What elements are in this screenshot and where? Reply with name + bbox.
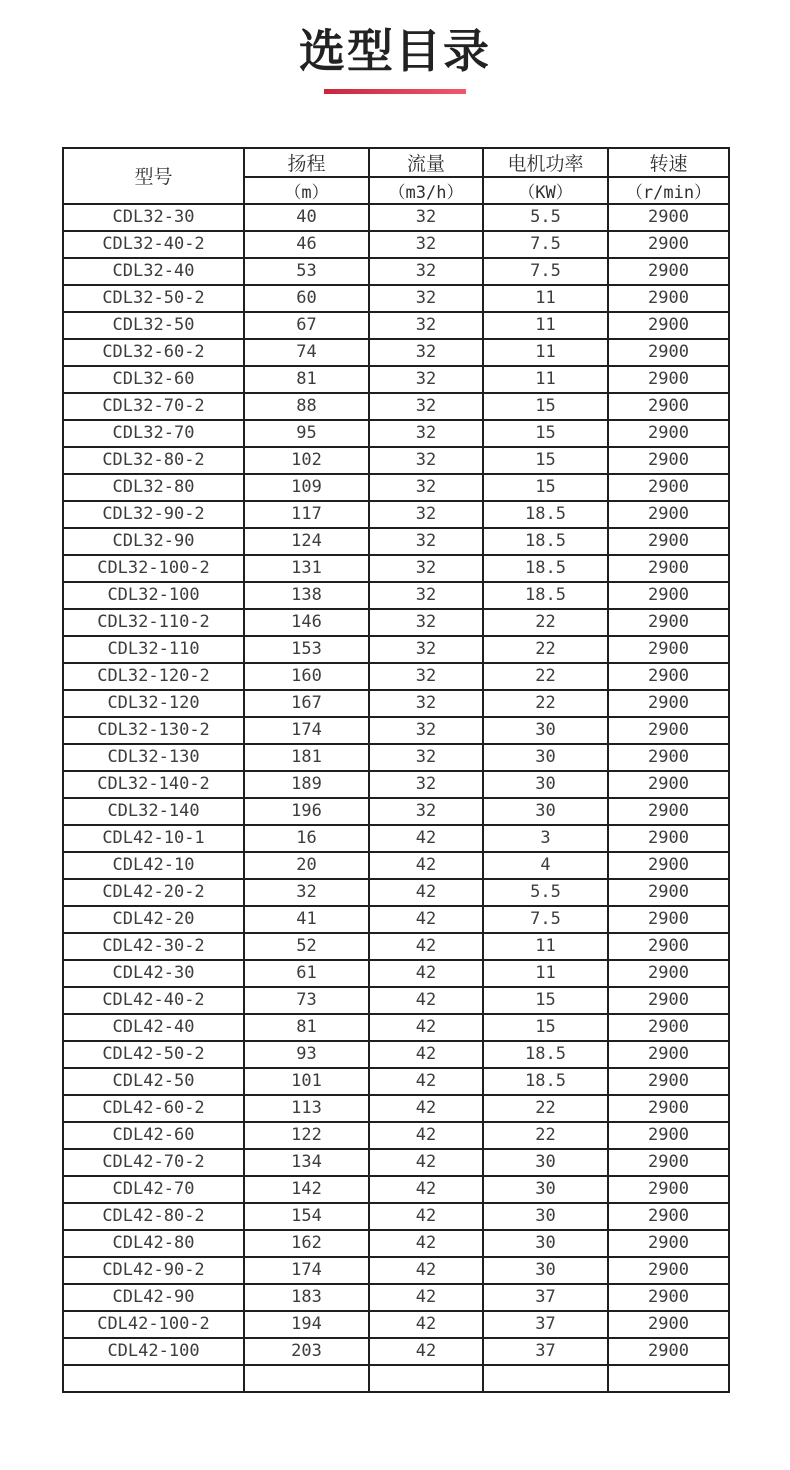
flow-cell: 42 xyxy=(369,906,483,933)
flow-cell: 42 xyxy=(369,879,483,906)
head-cell: 74 xyxy=(244,339,369,366)
power-cell: 11 xyxy=(483,933,608,960)
table-row xyxy=(63,447,729,474)
speed-cell: 2900 xyxy=(608,447,729,474)
table-row xyxy=(63,1257,729,1284)
table-row xyxy=(63,1068,729,1095)
power-cell: 18.5 xyxy=(483,1041,608,1068)
table-row xyxy=(63,960,729,987)
table-row xyxy=(63,798,729,825)
power-cell: 11 xyxy=(483,285,608,312)
model-cell: CDL32-60 xyxy=(63,366,244,393)
column-unit-head: （m） xyxy=(244,177,369,204)
head-cell: 46 xyxy=(244,231,369,258)
power-cell: 30 xyxy=(483,1257,608,1284)
head-cell: 113 xyxy=(244,1095,369,1122)
head-cell: 73 xyxy=(244,987,369,1014)
head-cell: 142 xyxy=(244,1176,369,1203)
flow-cell: 42 xyxy=(369,987,483,1014)
model-cell: CDL42-30 xyxy=(63,960,244,987)
table-row xyxy=(63,393,729,420)
speed-cell: 2900 xyxy=(608,528,729,555)
speed-cell xyxy=(608,1365,729,1392)
head-cell: 93 xyxy=(244,1041,369,1068)
power-cell: 30 xyxy=(483,744,608,771)
speed-cell: 2900 xyxy=(608,312,729,339)
model-cell: CDL42-100 xyxy=(63,1338,244,1365)
speed-cell: 2900 xyxy=(608,690,729,717)
head-cell: 117 xyxy=(244,501,369,528)
table-row xyxy=(63,1095,729,1122)
model-cell: CDL32-40-2 xyxy=(63,231,244,258)
flow-cell: 32 xyxy=(369,528,483,555)
head-cell: 88 xyxy=(244,393,369,420)
model-cell: CDL42-20-2 xyxy=(63,879,244,906)
speed-cell: 2900 xyxy=(608,1176,729,1203)
table-row xyxy=(63,501,729,528)
model-cell: CDL42-70 xyxy=(63,1176,244,1203)
flow-cell: 32 xyxy=(369,501,483,528)
model-cell: CDL32-130-2 xyxy=(63,717,244,744)
power-cell: 15 xyxy=(483,1014,608,1041)
model-cell: CDL42-50 xyxy=(63,1068,244,1095)
column-header-model: 型号 xyxy=(63,148,244,204)
speed-cell: 2900 xyxy=(608,1122,729,1149)
head-cell: 95 xyxy=(244,420,369,447)
head-cell: 41 xyxy=(244,906,369,933)
column-header-flow: 流量 xyxy=(369,148,483,177)
power-cell: 37 xyxy=(483,1338,608,1365)
speed-cell: 2900 xyxy=(608,1230,729,1257)
speed-cell: 2900 xyxy=(608,258,729,285)
table-row xyxy=(63,1311,729,1338)
model-cell: CDL32-140-2 xyxy=(63,771,244,798)
speed-cell: 2900 xyxy=(608,852,729,879)
flow-cell: 32 xyxy=(369,663,483,690)
power-cell: 22 xyxy=(483,1122,608,1149)
model-cell: CDL42-70-2 xyxy=(63,1149,244,1176)
table-row xyxy=(63,636,729,663)
table-row xyxy=(63,1338,729,1365)
power-cell: 11 xyxy=(483,339,608,366)
power-cell: 18.5 xyxy=(483,501,608,528)
table-row xyxy=(63,1365,729,1392)
speed-cell: 2900 xyxy=(608,933,729,960)
column-header-power: 电机功率 xyxy=(483,148,608,177)
power-cell: 22 xyxy=(483,663,608,690)
power-cell: 30 xyxy=(483,1230,608,1257)
flow-cell: 42 xyxy=(369,1230,483,1257)
flow-cell: 32 xyxy=(369,204,483,231)
power-cell: 11 xyxy=(483,366,608,393)
flow-cell: 42 xyxy=(369,933,483,960)
table-row xyxy=(63,906,729,933)
flow-cell: 32 xyxy=(369,231,483,258)
model-cell: CDL42-100-2 xyxy=(63,1311,244,1338)
flow-cell: 32 xyxy=(369,582,483,609)
power-cell: 15 xyxy=(483,987,608,1014)
flow-cell xyxy=(369,1365,483,1392)
power-cell: 37 xyxy=(483,1311,608,1338)
power-cell: 11 xyxy=(483,312,608,339)
power-cell: 18.5 xyxy=(483,555,608,582)
model-cell xyxy=(63,1365,244,1392)
head-cell: 203 xyxy=(244,1338,369,1365)
model-cell: CDL32-110-2 xyxy=(63,609,244,636)
header-label-row xyxy=(63,148,729,177)
speed-cell: 2900 xyxy=(608,231,729,258)
flow-cell: 42 xyxy=(369,1284,483,1311)
speed-cell: 2900 xyxy=(608,663,729,690)
table-row xyxy=(63,339,729,366)
speed-cell: 2900 xyxy=(608,339,729,366)
head-cell: 181 xyxy=(244,744,369,771)
model-cell: CDL42-40 xyxy=(63,1014,244,1041)
model-cell: CDL42-80 xyxy=(63,1230,244,1257)
table-row xyxy=(63,555,729,582)
head-cell: 167 xyxy=(244,690,369,717)
speed-cell: 2900 xyxy=(608,879,729,906)
table-body xyxy=(63,204,729,1392)
table-row xyxy=(63,879,729,906)
power-cell: 4 xyxy=(483,852,608,879)
speed-cell: 2900 xyxy=(608,1338,729,1365)
flow-cell: 32 xyxy=(369,798,483,825)
flow-cell: 42 xyxy=(369,1149,483,1176)
table-header xyxy=(63,148,729,204)
column-header-head: 扬程 xyxy=(244,148,369,177)
head-cell: 131 xyxy=(244,555,369,582)
head-cell: 153 xyxy=(244,636,369,663)
speed-cell: 2900 xyxy=(608,1257,729,1284)
flow-cell: 32 xyxy=(369,339,483,366)
table-row xyxy=(63,1122,729,1149)
table-row xyxy=(63,231,729,258)
head-cell: 138 xyxy=(244,582,369,609)
flow-cell: 42 xyxy=(369,1014,483,1041)
speed-cell: 2900 xyxy=(608,906,729,933)
flow-cell: 32 xyxy=(369,393,483,420)
head-cell: 183 xyxy=(244,1284,369,1311)
table-row xyxy=(63,204,729,231)
speed-cell: 2900 xyxy=(608,771,729,798)
power-cell: 30 xyxy=(483,1176,608,1203)
model-cell: CDL42-10 xyxy=(63,852,244,879)
model-cell: CDL32-130 xyxy=(63,744,244,771)
model-cell: CDL32-90 xyxy=(63,528,244,555)
head-cell: 124 xyxy=(244,528,369,555)
flow-cell: 32 xyxy=(369,420,483,447)
flow-cell: 42 xyxy=(369,825,483,852)
head-cell: 109 xyxy=(244,474,369,501)
head-cell: 60 xyxy=(244,285,369,312)
speed-cell: 2900 xyxy=(608,204,729,231)
speed-cell: 2900 xyxy=(608,1095,729,1122)
speed-cell: 2900 xyxy=(608,582,729,609)
model-cell: CDL42-20 xyxy=(63,906,244,933)
head-cell: 102 xyxy=(244,447,369,474)
table-row xyxy=(63,366,729,393)
table-row xyxy=(63,420,729,447)
table-row xyxy=(63,744,729,771)
model-cell: CDL42-40-2 xyxy=(63,987,244,1014)
speed-cell: 2900 xyxy=(608,717,729,744)
table-row xyxy=(63,933,729,960)
power-cell: 22 xyxy=(483,609,608,636)
power-cell: 18.5 xyxy=(483,582,608,609)
head-cell: 81 xyxy=(244,1014,369,1041)
speed-cell: 2900 xyxy=(608,474,729,501)
table-row xyxy=(63,474,729,501)
flow-cell: 32 xyxy=(369,717,483,744)
power-cell: 30 xyxy=(483,717,608,744)
power-cell: 15 xyxy=(483,393,608,420)
flow-cell: 42 xyxy=(369,960,483,987)
flow-cell: 42 xyxy=(369,852,483,879)
head-cell: 189 xyxy=(244,771,369,798)
head-cell: 194 xyxy=(244,1311,369,1338)
power-cell: 3 xyxy=(483,825,608,852)
power-cell: 7.5 xyxy=(483,258,608,285)
power-cell: 7.5 xyxy=(483,906,608,933)
table-row xyxy=(63,1203,729,1230)
head-cell: 154 xyxy=(244,1203,369,1230)
flow-cell: 42 xyxy=(369,1257,483,1284)
model-cell: CDL32-50 xyxy=(63,312,244,339)
head-cell: 146 xyxy=(244,609,369,636)
flow-cell: 32 xyxy=(369,771,483,798)
page-title: 选型目录 xyxy=(299,24,491,78)
table-row xyxy=(63,663,729,690)
flow-cell: 32 xyxy=(369,636,483,663)
flow-cell: 32 xyxy=(369,285,483,312)
title-underline xyxy=(324,89,466,94)
flow-cell: 42 xyxy=(369,1095,483,1122)
column-unit-speed: （r/min） xyxy=(608,177,729,204)
speed-cell: 2900 xyxy=(608,555,729,582)
power-cell: 15 xyxy=(483,474,608,501)
speed-cell: 2900 xyxy=(608,744,729,771)
flow-cell: 42 xyxy=(369,1041,483,1068)
flow-cell: 32 xyxy=(369,744,483,771)
head-cell: 162 xyxy=(244,1230,369,1257)
head-cell: 67 xyxy=(244,312,369,339)
model-cell: CDL42-30-2 xyxy=(63,933,244,960)
speed-cell: 2900 xyxy=(608,501,729,528)
flow-cell: 42 xyxy=(369,1203,483,1230)
power-cell: 15 xyxy=(483,447,608,474)
table-row xyxy=(63,771,729,798)
flow-cell: 32 xyxy=(369,609,483,636)
flow-cell: 42 xyxy=(369,1311,483,1338)
flow-cell: 42 xyxy=(369,1176,483,1203)
power-cell: 22 xyxy=(483,690,608,717)
table-row xyxy=(63,1284,729,1311)
model-cell: CDL32-90-2 xyxy=(63,501,244,528)
power-cell: 30 xyxy=(483,798,608,825)
model-cell: CDL32-30 xyxy=(63,204,244,231)
model-cell: CDL32-100-2 xyxy=(63,555,244,582)
power-cell: 7.5 xyxy=(483,231,608,258)
head-cell: 32 xyxy=(244,879,369,906)
power-cell: 22 xyxy=(483,636,608,663)
flow-cell: 42 xyxy=(369,1068,483,1095)
head-cell xyxy=(244,1365,369,1392)
power-cell: 18.5 xyxy=(483,528,608,555)
table-row xyxy=(63,528,729,555)
table-row xyxy=(63,717,729,744)
speed-cell: 2900 xyxy=(608,1068,729,1095)
power-cell: 22 xyxy=(483,1095,608,1122)
model-cell: CDL32-70-2 xyxy=(63,393,244,420)
power-cell xyxy=(483,1365,608,1392)
table-row xyxy=(63,987,729,1014)
table-row xyxy=(63,1230,729,1257)
model-cell: CDL32-120-2 xyxy=(63,663,244,690)
power-cell: 30 xyxy=(483,1203,608,1230)
power-cell: 5.5 xyxy=(483,879,608,906)
speed-cell: 2900 xyxy=(608,609,729,636)
column-header-speed: 转速 xyxy=(608,148,729,177)
flow-cell: 32 xyxy=(369,366,483,393)
table-row xyxy=(63,285,729,312)
speed-cell: 2900 xyxy=(608,798,729,825)
speed-cell: 2900 xyxy=(608,1311,729,1338)
model-cell: CDL32-40 xyxy=(63,258,244,285)
model-cell: CDL32-80 xyxy=(63,474,244,501)
head-cell: 40 xyxy=(244,204,369,231)
power-cell: 11 xyxy=(483,960,608,987)
table-row xyxy=(63,609,729,636)
table-row xyxy=(63,312,729,339)
model-cell: CDL42-50-2 xyxy=(63,1041,244,1068)
head-cell: 81 xyxy=(244,366,369,393)
head-cell: 160 xyxy=(244,663,369,690)
speed-cell: 2900 xyxy=(608,1041,729,1068)
selection-table xyxy=(62,147,730,1393)
flow-cell: 32 xyxy=(369,447,483,474)
head-cell: 53 xyxy=(244,258,369,285)
speed-cell: 2900 xyxy=(608,393,729,420)
table-row xyxy=(63,825,729,852)
model-cell: CDL32-110 xyxy=(63,636,244,663)
head-cell: 196 xyxy=(244,798,369,825)
flow-cell: 42 xyxy=(369,1338,483,1365)
model-cell: CDL42-90-2 xyxy=(63,1257,244,1284)
power-cell: 5.5 xyxy=(483,204,608,231)
speed-cell: 2900 xyxy=(608,366,729,393)
table-row xyxy=(63,1176,729,1203)
model-cell: CDL32-50-2 xyxy=(63,285,244,312)
model-cell: CDL42-10-1 xyxy=(63,825,244,852)
head-cell: 16 xyxy=(244,825,369,852)
model-cell: CDL32-140 xyxy=(63,798,244,825)
head-cell: 52 xyxy=(244,933,369,960)
speed-cell: 2900 xyxy=(608,1149,729,1176)
speed-cell: 2900 xyxy=(608,420,729,447)
speed-cell: 2900 xyxy=(608,285,729,312)
model-cell: CDL42-60 xyxy=(63,1122,244,1149)
model-cell: CDL42-80-2 xyxy=(63,1203,244,1230)
table-row xyxy=(63,1041,729,1068)
model-cell: CDL32-80-2 xyxy=(63,447,244,474)
head-cell: 174 xyxy=(244,1257,369,1284)
head-cell: 61 xyxy=(244,960,369,987)
power-cell: 18.5 xyxy=(483,1068,608,1095)
speed-cell: 2900 xyxy=(608,825,729,852)
flow-cell: 32 xyxy=(369,474,483,501)
table-row xyxy=(63,1014,729,1041)
table-row xyxy=(63,582,729,609)
model-cell: CDL32-100 xyxy=(63,582,244,609)
head-cell: 122 xyxy=(244,1122,369,1149)
table-row xyxy=(63,690,729,717)
model-cell: CDL32-60-2 xyxy=(63,339,244,366)
flow-cell: 32 xyxy=(369,258,483,285)
head-cell: 134 xyxy=(244,1149,369,1176)
model-cell: CDL32-120 xyxy=(63,690,244,717)
power-cell: 37 xyxy=(483,1284,608,1311)
column-unit-flow: （m3/h） xyxy=(369,177,483,204)
speed-cell: 2900 xyxy=(608,1284,729,1311)
speed-cell: 2900 xyxy=(608,1014,729,1041)
table-row xyxy=(63,258,729,285)
column-unit-power: （KW） xyxy=(483,177,608,204)
flow-cell: 42 xyxy=(369,1122,483,1149)
model-cell: CDL42-90 xyxy=(63,1284,244,1311)
power-cell: 30 xyxy=(483,1149,608,1176)
table-row xyxy=(63,1149,729,1176)
head-cell: 174 xyxy=(244,717,369,744)
flow-cell: 32 xyxy=(369,555,483,582)
speed-cell: 2900 xyxy=(608,960,729,987)
table-row xyxy=(63,852,729,879)
speed-cell: 2900 xyxy=(608,1203,729,1230)
model-cell: CDL42-60-2 xyxy=(63,1095,244,1122)
power-cell: 30 xyxy=(483,771,608,798)
flow-cell: 32 xyxy=(369,312,483,339)
speed-cell: 2900 xyxy=(608,987,729,1014)
head-cell: 101 xyxy=(244,1068,369,1095)
speed-cell: 2900 xyxy=(608,636,729,663)
power-cell: 15 xyxy=(483,420,608,447)
head-cell: 20 xyxy=(244,852,369,879)
model-cell: CDL32-70 xyxy=(63,420,244,447)
flow-cell: 32 xyxy=(369,690,483,717)
